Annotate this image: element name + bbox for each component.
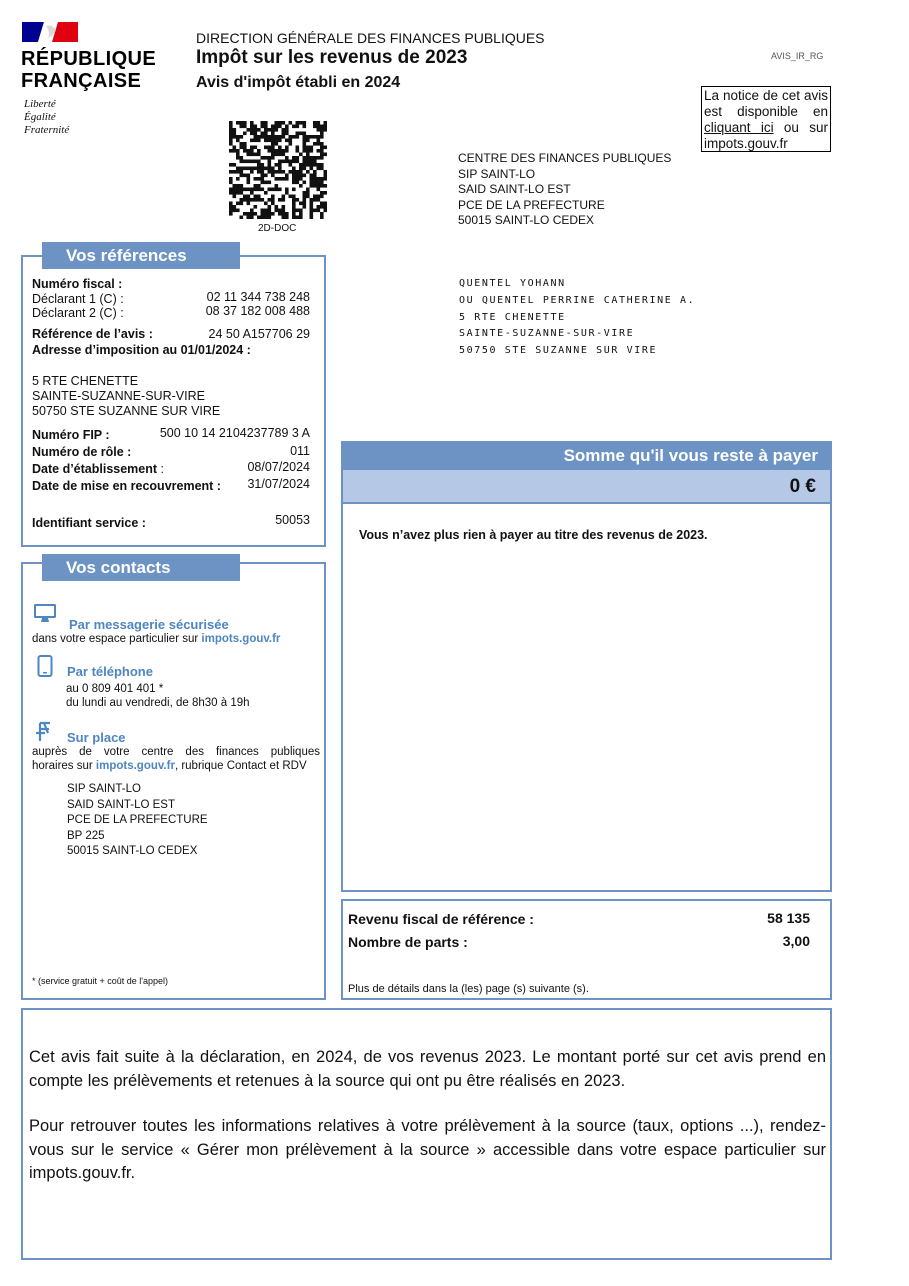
payment-message: Vous n’avez plus rien à payer au titre des revenus de 2023. xyxy=(359,528,708,542)
role-label: Numéro de rôle : xyxy=(32,445,132,459)
motto-liberte: Liberté xyxy=(24,98,56,110)
notice-box xyxy=(701,86,831,152)
recipient-address xyxy=(459,276,695,360)
info-paragraph-1: Cet avis fait suite à la déclaration, en 2024, de vos revenus 2023. Le montant porté sur cet avis prend en compte les prélèvements et retenues à la source qui ont pu être réalisés en 2023. xyxy=(29,1048,826,1090)
telephone-number: au 0 809 401 401 * xyxy=(66,683,164,695)
office-line: PCE DE LA PREFECTURE xyxy=(67,814,208,826)
sur-place-prefix: horaires sur xyxy=(32,760,93,772)
ref-avis-label: Référence de l’avis : xyxy=(32,327,153,341)
parts-label: Nombre de parts : xyxy=(348,934,468,950)
flag-icon xyxy=(22,22,78,42)
recipient-line: OU QUENTEL PERRINE CATHERINE A. xyxy=(459,294,696,306)
contacts-tab: Vos contacts xyxy=(42,554,240,581)
logo-line-1: RÉPUBLIQUE xyxy=(21,48,157,70)
notice-link[interactable]: cliquant ici xyxy=(704,120,774,135)
recouvrement-label: Date de mise en recouvrement : xyxy=(32,479,221,493)
service-label: Identifiant service : xyxy=(32,516,146,530)
recipient-line: QUENTEL YOHANN xyxy=(459,278,566,289)
notice-suffix: ou sur impots.gouv.fr xyxy=(704,120,828,151)
messagerie-text-wrap xyxy=(32,632,280,646)
footnote: * (service gratuit + coût de l'appel) xyxy=(32,976,169,986)
etablissement-label: Date d’établissement xyxy=(32,462,158,476)
messagerie-link[interactable]: impots.gouv.fr xyxy=(201,633,281,645)
parts-value: 3,00 xyxy=(782,933,810,949)
etablissement-label-wrap: Date d’établissement : xyxy=(32,462,164,476)
imposition-address-line: SAINTE-SUZANNE-SUR-VIRE xyxy=(32,389,205,403)
sur-place-title: Sur place xyxy=(67,730,126,745)
payment-message-box xyxy=(341,502,832,892)
messagerie-title: Par messagerie sécurisée xyxy=(69,617,229,632)
computer-icon xyxy=(32,603,58,630)
office-line: 50015 SAINT-LO CEDEX xyxy=(67,845,198,857)
contact-office-address xyxy=(67,782,208,860)
page-title: Impôt sur les revenus de 2023 xyxy=(196,47,468,68)
office-line: BP 225 xyxy=(67,829,105,842)
payment-title: Somme qu'il vous reste à payer xyxy=(341,441,832,470)
adresse-label: Adresse d’imposition au 01/01/2024 : xyxy=(32,343,251,357)
direction-name: DIRECTION GÉNÉRALE DES FINANCES PUBLIQUES xyxy=(196,30,545,46)
info-paragraph-2: Pour retrouver toutes les informations relatives à votre prélèvement à la source (taux, options ...), rendez-vous sur le service « Gérer mon prélèvement à la source » accessible dans votre espace particulier sur impots.gouv.fr. xyxy=(29,1117,826,1182)
notice-prefix: La notice de cet avis est disponible en xyxy=(704,88,828,119)
qr-code-icon xyxy=(229,121,327,219)
phone-icon xyxy=(37,655,53,682)
recipient-line: 5 RTE CHENETTE xyxy=(459,311,566,323)
rfr-value: 58 135 xyxy=(767,910,810,926)
recouvrement-value: 31/07/2024 xyxy=(247,477,310,491)
etablissement-value: 08/07/2024 xyxy=(247,460,310,474)
recipient-line: 50750 STE SUZANNE SUR VIRE xyxy=(459,345,658,357)
telephone-title: Par téléphone xyxy=(67,664,153,679)
motto-fraternite: Fraternité xyxy=(24,124,70,136)
document-code: AVIS_IR_RG xyxy=(771,51,824,61)
address-line: SAID SAINT-LO EST xyxy=(458,182,571,196)
address-line: 50015 SAINT-LO CEDEX xyxy=(458,213,595,227)
sur-place-text2 xyxy=(32,759,307,773)
building-icon xyxy=(34,721,56,748)
declarant2-value: 08 37 182 008 488 xyxy=(205,304,310,318)
logo-line-2: FRANÇAISE xyxy=(21,70,142,92)
office-line: SIP SAINT-LO xyxy=(67,783,141,795)
declarant2-label: Déclarant 2 (C) : xyxy=(32,306,124,320)
qr-label: 2D-DOC xyxy=(258,223,297,234)
declarant1-value: 02 11 344 738 248 xyxy=(206,290,310,304)
rfr-label: Revenu fiscal de référence : xyxy=(348,911,534,927)
numero-fiscal-label: Numéro fiscal : xyxy=(32,277,123,291)
declarant1-label: Déclarant 1 (C) : xyxy=(32,292,124,306)
fip-value: 500 10 14 2104237789 3 A xyxy=(159,426,310,440)
imposition-address-line: 5 RTE CHENETTE xyxy=(32,374,139,388)
fip-label: Numéro FIP : xyxy=(32,428,110,442)
page-subtitle: Avis d'impôt établi en 2024 xyxy=(196,74,401,91)
imposition-address-line: 50750 STE SUZANNE SUR VIRE xyxy=(32,404,221,418)
office-line: SAID SAINT-LO EST xyxy=(67,798,175,811)
motto-egalite: Égalité xyxy=(24,111,56,123)
address-line: PCE DE LA PREFECTURE xyxy=(458,197,605,212)
details-text: Plus de détails dans la (les) page (s) suivante (s). xyxy=(348,983,589,995)
sur-place-text1: auprès de votre centre des finances publiques xyxy=(32,746,320,758)
recipient-line: SAINTE-SUZANNE-SUR-VIRE xyxy=(459,328,635,340)
address-line: CENTRE DES FINANCES PUBLIQUES xyxy=(458,151,672,165)
address-line: SIP SAINT-LO xyxy=(458,166,536,181)
role-value: 011 xyxy=(290,444,310,458)
ref-avis-value: 24 50 A157706 29 xyxy=(208,327,310,341)
references-tab: Vos références xyxy=(42,242,240,269)
service-value: 50053 xyxy=(275,513,310,527)
sur-place-suffix: , rubrique Contact et RDV xyxy=(174,760,307,772)
telephone-hours: du lundi au vendredi, de 8h30 à 19h xyxy=(66,697,250,709)
tax-office-address xyxy=(458,151,671,229)
payment-amount: 0 € xyxy=(341,470,832,502)
sur-place-link[interactable]: impots.gouv.fr xyxy=(95,760,175,772)
messagerie-text: dans votre espace particulier sur xyxy=(32,633,199,645)
